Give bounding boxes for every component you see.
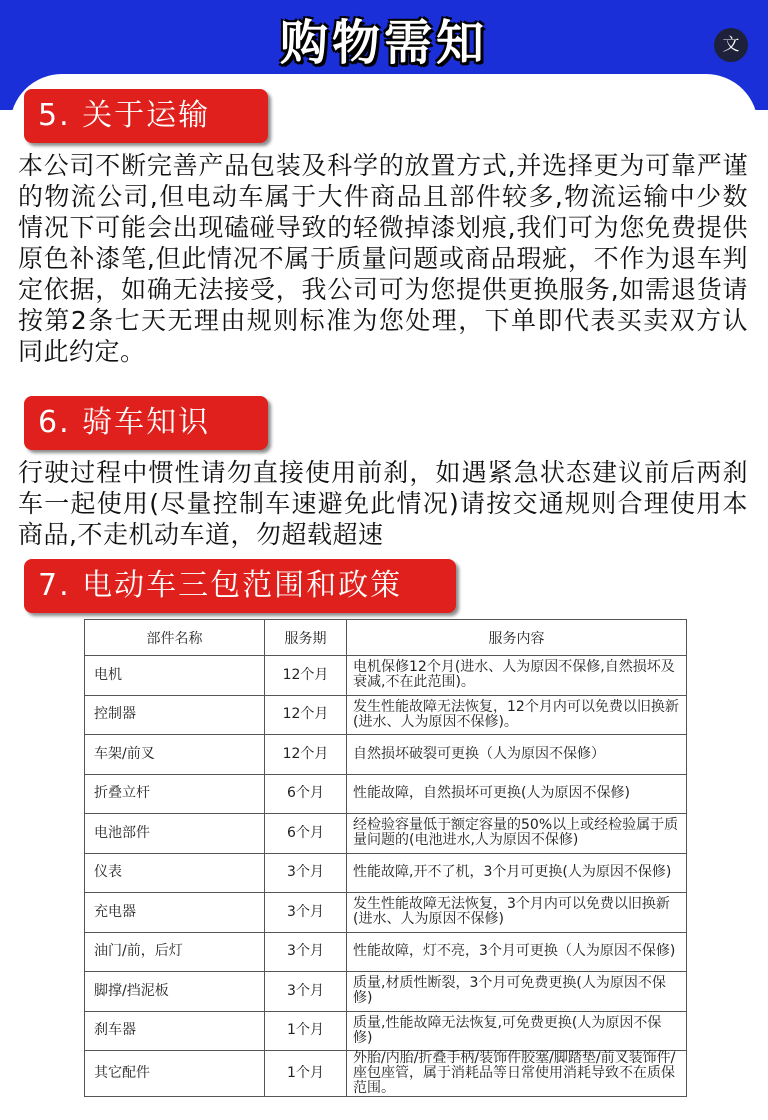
section-heading-shipping: 5. 关于运输 xyxy=(24,89,268,143)
cell-content: 性能故障，灯不亮，3个月可更换（人为原因不保修) xyxy=(347,932,687,972)
table-row xyxy=(85,1011,687,1051)
cell-content: 性能故障，自然损坏可更换(人为原因不保修) xyxy=(347,774,687,814)
cell-period: 12个月 xyxy=(265,695,347,735)
translate-icon[interactable]: 文 xyxy=(714,28,748,62)
cell-content: 质量,材质性断裂，3个月可免费更换(人为原因不保修) xyxy=(347,972,687,1012)
cell-content: 性能故障,开不了机，3个月可更换(人为原因不保修) xyxy=(347,853,687,893)
cell-part: 电池部件 xyxy=(85,814,265,854)
cell-period: 6个月 xyxy=(265,774,347,814)
cell-content: 质量,性能故障无法恢复,可免费更换(人为原因不保修) xyxy=(347,1011,687,1051)
cell-period: 12个月 xyxy=(265,735,347,775)
table-row xyxy=(85,972,687,1012)
table-row xyxy=(85,774,687,814)
table-row xyxy=(85,893,687,933)
cell-period: 3个月 xyxy=(265,853,347,893)
cell-part: 脚撑/挡泥板 xyxy=(85,972,265,1012)
header-content: 服务内容 xyxy=(347,620,687,656)
cell-period: 1个月 xyxy=(265,1011,347,1051)
table-row xyxy=(85,1051,687,1097)
section-heading-warranty: 7. 电动车三包范围和政策 xyxy=(24,559,456,613)
cell-content: 电机保修12个月(进水、人为原因不保修,自然损坏及衰减,不在此范围)。 xyxy=(347,656,687,696)
cell-content: 自然损坏破裂可更换（人为原因不保修） xyxy=(347,735,687,775)
cell-part: 刹车器 xyxy=(85,1011,265,1051)
warranty-table xyxy=(84,619,687,1097)
cell-part: 折叠立杆 xyxy=(85,774,265,814)
cell-content: 发生性能故障无法恢复，3个月内可以免费以旧换新(进水、人为原因不保修) xyxy=(347,893,687,933)
header-part: 部件名称 xyxy=(85,620,265,656)
cell-part: 电机 xyxy=(85,656,265,696)
cell-part: 充电器 xyxy=(85,893,265,933)
table-row xyxy=(85,695,687,735)
cell-period: 3个月 xyxy=(265,972,347,1012)
table-row xyxy=(85,735,687,775)
cell-period: 3个月 xyxy=(265,932,347,972)
cell-content: 外胎/内胎/折叠手柄/装饰件胶塞/脚踏垫/前叉装饰件/座包座管，属于消耗品等日常使用消耗导致不在质保范围。 xyxy=(347,1051,687,1097)
header-period: 服务期 xyxy=(265,620,347,656)
cell-part: 其它配件 xyxy=(85,1051,265,1097)
table-header-row xyxy=(85,620,687,656)
page-title: 购物需知 xyxy=(279,15,488,71)
table-row xyxy=(85,853,687,893)
cell-part: 仪表 xyxy=(85,853,265,893)
cell-content: 发生性能故障无法恢复，12个月内可以免费以旧换新(进水、人为原因不保修)。 xyxy=(347,695,687,735)
cell-period: 6个月 xyxy=(265,814,347,854)
section-heading-riding: 6. 骑车知识 xyxy=(24,396,268,450)
table-row xyxy=(85,814,687,854)
table-row xyxy=(85,932,687,972)
cell-part: 车架/前叉 xyxy=(85,735,265,775)
table-row xyxy=(85,656,687,696)
cell-content: 经检验容量低于额定容量的50%以上或经检验属于质量问题的(电池进水,人为原因不保修) xyxy=(347,814,687,854)
cell-period: 1个月 xyxy=(265,1051,347,1097)
section-body-shipping: 本公司不断完善产品包装及科学的放置方式,并选择更为可靠严谨的物流公司,但电动车属于大件商品且部件较多,物流运输中少数情况下可能会出现磕碰导致的轻微掉漆划痕,我们可为您免费提供原色补漆笔,但此情况不属于质量问题或商品瑕疵，不作为退车判定依据，如确无法接受，我公司可为您提供更换服务,如需退货请按第2条七天无理由规则标准为您处理，下单即代表买卖双方认同此约定。 xyxy=(18,151,748,366)
cell-part: 控制器 xyxy=(85,695,265,735)
cell-period: 3个月 xyxy=(265,893,347,933)
cell-part: 油门/前，后灯 xyxy=(85,932,265,972)
section-body-riding: 行驶过程中惯性请勿直接使用前刹，如遇紧急状态建议前后两刹车一起使用(尽量控制车速避免此情况)请按交通规则合理使用本商品,不走机动车道，勿超载超速 xyxy=(18,458,748,549)
cell-period: 12个月 xyxy=(265,656,347,696)
